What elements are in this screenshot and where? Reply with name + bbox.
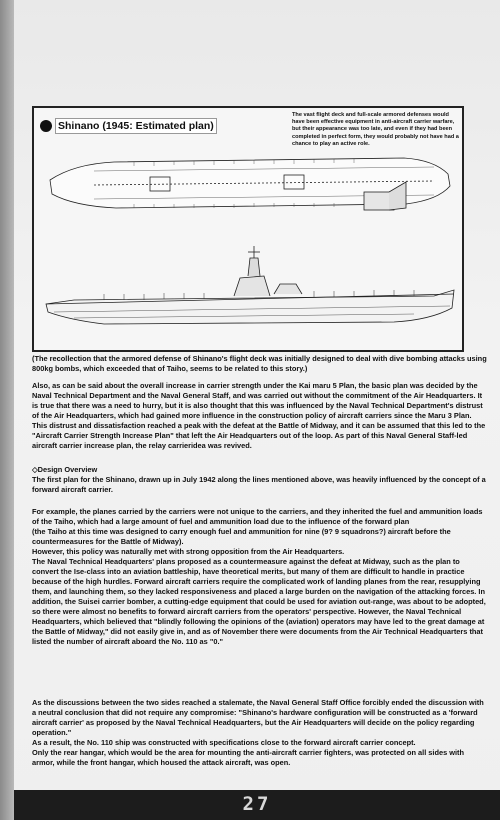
- flight-deck-plan-view: [50, 158, 450, 210]
- bullet-dot-icon: [40, 120, 52, 132]
- paragraph-kai-maru-plan: Also, as can be said about the overall increase in carrier strength under the Kai maru 5 Plan, the basic plan was decided by the Naval Technical Department and the Naval General Staff, and was carried out without the commitment of the Air Headquarters. It is true that there was a need to hurry, but it is also thought that this was influenced by the Naval Technical Department's distrust of the Air Headquarters, which had gained more influence in the construction policy of aircraft carriers since the Maru 3 Plan. This distrust and dissatisfaction reached a peak with the defeat at the Battle of Midway, and it can be assumed that this led to the "Aircraft Carrier Strength Increase Plan" that left the Air Headquarters out of the loop. As part of this Naval General Staff-led aircraft carrier increase plan, the relay carrieridea was revived.: [32, 381, 486, 450]
- section-heading-design-overview: ◇Design Overview: [32, 465, 98, 474]
- figure-title: [40, 118, 217, 134]
- hull-profile-side-view: [46, 246, 454, 324]
- paragraph-stalemate: As the discussions between the two sides reached a stalemate, the Naval General Staff Office forcibly ended the discussion with a neutral conclusion that did not require any compromise: "Shinano's hardware configuration will be constructed as a 'forward aircraft carrier' as proposed by the Naval Technical Headquarters, but the Air Headquarters will decide on the policy regarding operation.": [32, 698, 484, 737]
- paragraph-example-b: (the Taiho at this time was designed to carry enough fuel and ammunition for nine (9? 9 squadrons?) aircraft before the countermeasures for the Battle of Midway).: [32, 527, 451, 546]
- page-number: 27: [242, 793, 272, 815]
- main-text-block-2: [32, 698, 488, 768]
- paragraph-example-a: For example, the planes carried by the carriers were not unique to the carriers, and they inherited the fuel and ammunition loads of the Taiho, which had a large amount of fuel and ammunition load due to the influence of the forward plan: [32, 507, 483, 526]
- figure-caption-note: The vast flight deck and full-scale armored defenses would have been effective equipment in anti-aircraft carrier warfare, but their appearance was too late, and even if they had been completed in perfect form, they would probably not have had a chance to play an active role.: [292, 112, 459, 147]
- book-spine-shadow: [0, 0, 14, 820]
- paragraph-rear-hangar: Only the rear hangar, which would be the area for mounting the anti-aircraft carrier fighters, was protected on all sides with armor, while the front hangar, which housed the attack aircraft, was open.: [32, 748, 465, 767]
- page-footer: [14, 790, 500, 820]
- paragraph-example-c: However, this policy was naturally met with strong opposition from the Air Headquarters.: [32, 547, 345, 556]
- paragraph-recollection: (The recollection that the armored defense of Shinano's flight deck was initially designed to deal with dive bombing attacks using 800kg bombs, which exceeded that of Taiho, seems to be related to this story.): [32, 354, 487, 373]
- main-text-block-1: [32, 354, 488, 647]
- paragraph-result: As a result, the No. 110 ship was constructed with specifications close to the forward aircraft carrier concept.: [32, 738, 416, 747]
- paragraph-first-plan: The first plan for the Shinano, drawn up in July 1942 along the lines mentioned above, was heavily influenced by the concept of a forward aircraft carrier.: [32, 475, 486, 494]
- figure-title-text: Shinano (1945: Estimated plan): [55, 118, 217, 134]
- paragraph-example-d: The Naval Technical Headquarters' plans proposed as a countermeasure against the defeat at Midway, such as the plan to convert the Ise-class into an aviation battleship, have theoretical merits, but many of them are difficult to handle in practice because of the high hurdles. Forward aircraft carriers require the complicated work of landing planes from the rear, resupplying them, and launching them, so they lacked responsiveness and placed a large burden on the navigation of the attacking forces. In addition, the Suisei carrier bomber, a cutting-edge equipment that could be used for aviation out-range, was about to be adopted, so there were almost no benefits to forward aircraft carriers from the operators' perspective. However, the Naval Technical Headquarters, which believed that "blindly following the opinions of the (aviation) operators may have led to the great damage at the Battle of Midway," did not easily give in, and as of November there were documents from the Air Technical Headquarters that listed the number of aircraft aboard the No. 110 as "0.": [32, 557, 486, 646]
- ship-figure: [32, 106, 464, 352]
